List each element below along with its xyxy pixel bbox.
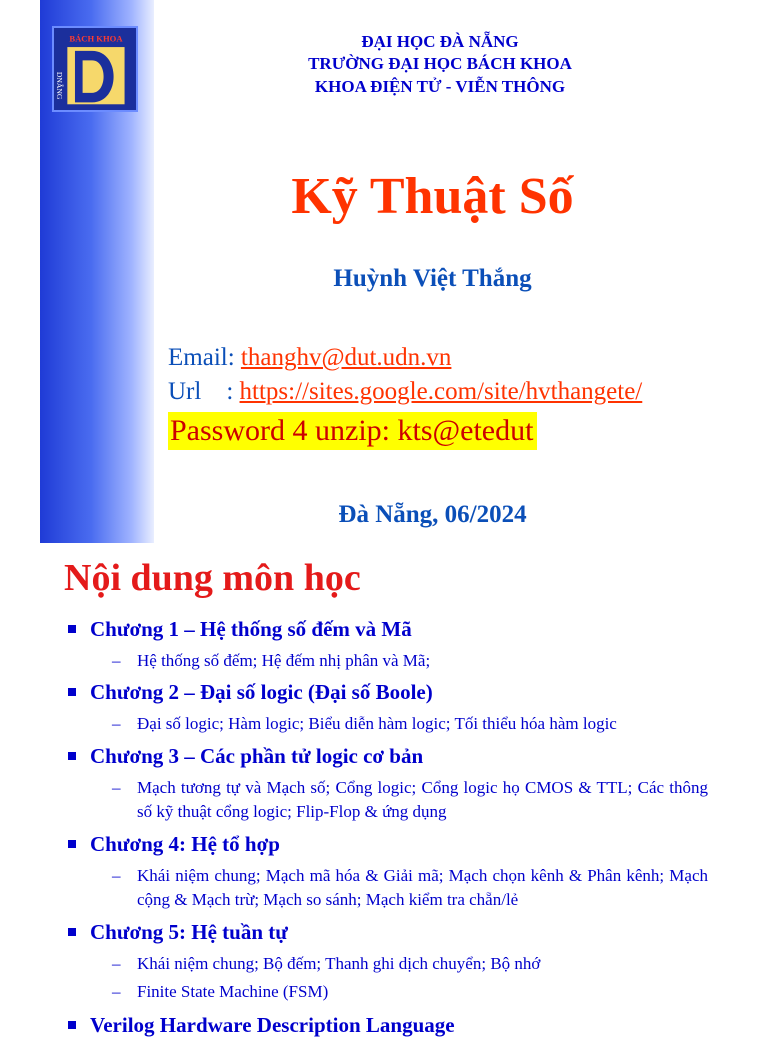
chapter-label: Verilog Hardware Description Language	[90, 1013, 455, 1037]
university-line-3: KHOA ĐIỆN TỬ - VIỄN THÔNG	[314, 77, 566, 96]
chapter-label: Chương 1 – Hệ thống số đếm và Mã	[90, 617, 412, 641]
url-label: Url :	[168, 378, 240, 405]
chapter-5	[68, 918, 288, 946]
bullet-icon	[68, 928, 76, 936]
bullet-icon	[68, 840, 76, 848]
logo-text: BÁCH KHOA	[69, 33, 123, 44]
email-link[interactable]: thanghv@dut.udn.vn	[240, 344, 452, 371]
chapter-6	[68, 1011, 455, 1039]
university-line-2: TRƯỜNG ĐẠI HỌC BÁCH KHOA	[308, 54, 572, 73]
bach-khoa-logo-icon	[54, 28, 136, 110]
chapter-2	[68, 678, 433, 706]
chapter-label: Chương 3 – Các phần tử logic cơ bản	[90, 744, 424, 768]
course-title: Kỹ Thuật Số	[291, 168, 574, 225]
password-note: Password 4 unzip: kts@etedut	[168, 412, 537, 450]
chapter-label: Chương 4: Hệ tổ hợp	[90, 832, 280, 856]
item-text: Khái niệm chung; Bộ đếm; Thanh ghi dịch chuyển; Bộ nhớ	[137, 954, 541, 973]
chapter-4	[68, 830, 280, 858]
chapter-2-item-1: – Đại số logic; Hàm logic; Biểu diễn hàm logic; Tối thiểu hóa hàm logic	[112, 712, 708, 736]
chapter-3	[68, 742, 423, 770]
chapter-label: Chương 2 – Đại số logic (Đại số Boole)	[90, 680, 433, 704]
bullet-icon	[68, 752, 76, 760]
bullet-icon	[68, 1021, 76, 1029]
item-text: Đại số logic; Hàm logic; Biểu diễn hàm logic; Tối thiểu hóa hàm logic	[137, 714, 617, 733]
chapter-3-item-1: – Mạch tương tự và Mạch số; Cổng logic; Cổng logic họ CMOS & TTL; Các thông số kỹ thuật cổng logic; Flip-Flop & ứng dụng	[112, 776, 708, 824]
item-text: Mạch tương tự và Mạch số; Cổng logic; Cổng logic họ CMOS & TTL; Các thông số kỹ thuật cổng logic; Flip-Flop & ứng dụng	[137, 778, 708, 821]
chapter-1-item-1: – Hệ thống số đếm; Hệ đếm nhị phân và Mã;	[112, 649, 708, 673]
author-name: Huỳnh Việt Thắng	[333, 265, 532, 292]
bullet-icon	[68, 625, 76, 633]
email-line	[168, 342, 451, 374]
university-line-1: ĐẠI HỌC ĐÀ NẴNG	[361, 32, 519, 51]
place-date: Đà Nẵng, 06/2024	[338, 501, 527, 528]
url-link[interactable]: https://sites.google.com/site/hvthangete/	[239, 378, 643, 405]
chapter-label: Chương 5: Hệ tuần tự	[90, 920, 288, 944]
bullet-icon	[68, 688, 76, 696]
outline-slide	[0, 545, 768, 1037]
outline-title: Nội dung môn học	[64, 557, 361, 599]
chapter-5-item-1: – Khái niệm chung; Bộ đếm; Thanh ghi dịch chuyển; Bộ nhớ	[112, 952, 708, 976]
url-line	[168, 376, 642, 408]
chapter-4-item-1: – Khái niệm chung; Mạch mã hóa & Giải mã; Mạch chọn kênh & Phân kênh; Mạch cộng & Mạch trừ; Mạch so sánh; Mạch kiểm tra chẵn/lẻ	[112, 864, 708, 912]
university-logo	[52, 26, 138, 112]
email-label: Email:	[168, 344, 241, 371]
item-text: Hệ thống số đếm; Hệ đếm nhị phân và Mã;	[137, 651, 431, 670]
logo-side-text: DNẴNG	[55, 71, 65, 100]
chapter-5-item-2: – Finite State Machine (FSM)	[112, 980, 708, 1004]
chapter-1	[68, 615, 412, 643]
item-text: Finite State Machine (FSM)	[137, 982, 329, 1001]
item-text: Khái niệm chung; Mạch mã hóa & Giải mã; Mạch chọn kênh & Phân kênh; Mạch cộng & Mạch trừ; Mạch so sánh; Mạch kiểm tra chẵn/lẻ	[137, 866, 708, 909]
